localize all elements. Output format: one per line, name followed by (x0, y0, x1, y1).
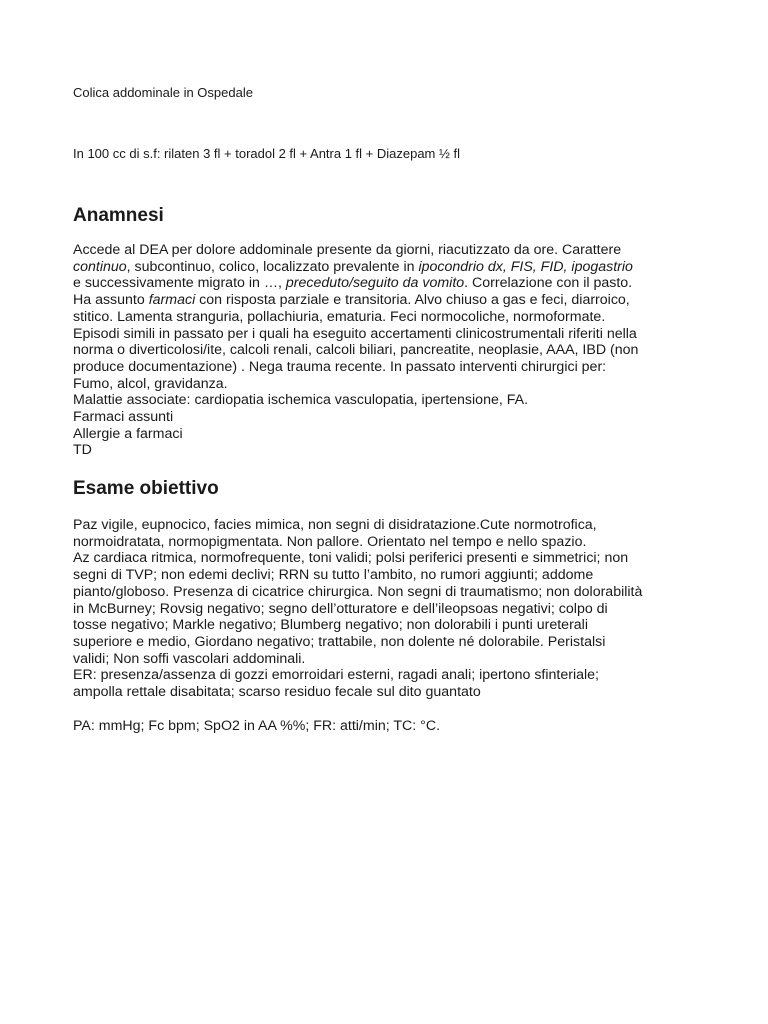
esame-paragraph (73, 517, 713, 701)
anamnesi-paragraph (73, 242, 713, 459)
anamnesi-text: con risposta parziale e transitoria. Alvo chiuso a gas e feci, diarroico, (195, 292, 630, 309)
anamnesi-text: TD (73, 442, 92, 459)
esame-line: validi; Non soffi vascolari addominali. (73, 650, 306, 667)
esame-line: pianto/globoso. Presenza di cicatrice chirurgica. Non segni di traumatismo; non dolorabilità (73, 583, 643, 600)
anamnesi-italic-text: ipocondrio dx, FIS, FID, ipogastrio (418, 258, 633, 275)
anamnesi-line (73, 292, 713, 309)
esame-line: ampolla rettale disabitata; scarso residuo fecale sul dito guantato (73, 684, 481, 701)
anamnesi-text: . Correlazione con il pasto. (464, 275, 633, 292)
anamnesi-line (73, 409, 713, 426)
anamnesi-text: stitico. Lamenta stranguria, pollachiuria, ematuria. Feci normocoliche, normoformate. (73, 308, 606, 325)
esame-line: in McBurney; Rovsig negativo; segno dell’otturatore e dell’ileopsoas negativi; colpo di (73, 600, 608, 617)
esame-obiettivo-heading: Esame obiettivo (73, 478, 219, 499)
anamnesi-text: e successivamente migrato in …, (73, 275, 286, 292)
anamnesi-heading: Anamnesi (73, 205, 164, 226)
therapy-line: In 100 cc di s.f: rilaten 3 fl + toradol 2 fl + Antra 1 fl + Diazepam ½ fl (73, 146, 460, 161)
anamnesi-italic-text: farmaci (148, 292, 196, 309)
esame-line: normoidratata, normopigmentata. Non pallore. Orientato nel tempo e nello spazio. (73, 533, 587, 550)
anamnesi-line (73, 309, 713, 326)
anamnesi-italic-text: continuo (73, 258, 127, 275)
vital-signs-line: PA: mmHg; Fc bpm; SpO2 in AA %%; FR: atti/min; TC: °C. (73, 718, 441, 734)
anamnesi-text: Malattie associate: cardiopatia ischemica vasculopatia, ipertensione, FA. (73, 392, 529, 409)
esame-line: superiore e medio, Giordano negativo; trattabile, non dolente né dolorabile. Peristalsi (73, 633, 606, 650)
esame-line: segni di TVP; non edemi declivi; RRN su tutto l’ambito, no rumori aggiunti; addome (73, 567, 594, 584)
anamnesi-line (73, 275, 713, 292)
anamnesi-text: produce documentazione) . Nega trauma recente. In passato interventi chirurgici per: (73, 358, 607, 375)
anamnesi-text: , subcontinuo, colico, localizzato prevalente in (126, 258, 419, 275)
esame-line: Paz vigile, eupnocico, facies mimica, non segni di disidratazione.Cute normotrofica, (73, 517, 597, 533)
anamnesi-text: Farmaci assunti (73, 409, 174, 426)
anamnesi-text: Ha assunto (73, 292, 149, 309)
anamnesi-text: Allergie a farmaci (73, 425, 183, 442)
esame-line: Az cardiaca ritmica, normofrequente, toni validi; polsi periferici presenti e simmetrici; non (73, 550, 629, 567)
esame-line: tosse negativo; Markle negativo; Blumberg negativo; non dolorabili i punti ureterali (73, 617, 588, 634)
anamnesi-line (73, 242, 713, 259)
esame-line: ER: presenza/assenza di gozzi emorroidari esterni, ragadi anali; ipertono sfinteriale; (73, 667, 599, 684)
anamnesi-italic-text: preceduto/seguito da vomito (285, 275, 465, 292)
anamnesi-text: Fumo, alcol, gravidanza. (73, 375, 228, 392)
anamnesi-line (73, 442, 713, 459)
anamnesi-line (73, 426, 713, 443)
document-title-line: Colica addominale in Ospedale (73, 85, 253, 100)
anamnesi-line (73, 359, 713, 376)
anamnesi-line (73, 342, 713, 359)
anamnesi-text: Episodi simili in passato per i quali ha eseguito accertamenti clinicostrumentali riferiti nella (73, 325, 637, 342)
anamnesi-line (73, 392, 713, 409)
anamnesi-line (73, 326, 713, 343)
anamnesi-text: Accede al DEA per dolore addominale presente da giorni, riacutizzato da ore. Carattere (73, 242, 622, 258)
anamnesi-text: norma o diverticolosi/ite, calcoli renali, calcoli biliari, pancreatite, neoplasie, AAA, IBD (non (73, 342, 639, 359)
anamnesi-line (73, 376, 713, 393)
anamnesi-line (73, 259, 713, 276)
